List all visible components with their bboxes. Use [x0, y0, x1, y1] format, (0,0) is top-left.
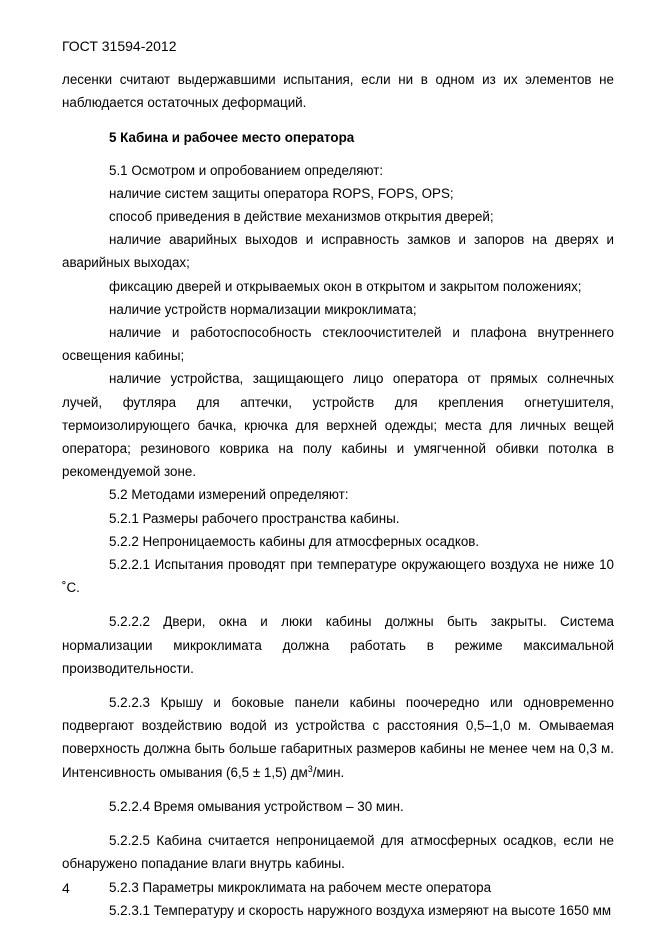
paragraph: 5.2.2.5 Кабина считается непроницаемой для атмосферных осадков, если не обнаружено попадание влаги внутрь кабины.: [62, 833, 614, 872]
paragraph: лесенки считают выдержавшими испытания, если ни в одном из их элементов не наблюдается остаточных деформаций.: [62, 72, 614, 111]
paragraph-text: /мин.: [312, 764, 345, 780]
paragraph: 5.2.3 Параметры микроклимата на рабочем месте оператора: [109, 879, 492, 895]
document-header: ГОСТ 31594-2012: [62, 38, 177, 54]
paragraph: 5.2.1 Размеры рабочего пространства кабины.: [109, 510, 400, 526]
paragraph-spacer: [62, 680, 614, 691]
paragraph: [62, 691, 614, 784]
list-item: наличие и работоспособность стеклоочистителей и плафона внутреннего освещения кабины;: [62, 325, 614, 364]
paragraph-spacer: [62, 818, 614, 829]
list-item: наличие устройства, защищающего лицо оператора от прямых солнечных лучей, футляра для аптечки, устройств для крепления огнетушителя, термоизолирующего бачка, крючка для верхней одежды; места для личных вещей оператора; резинового коврика на полу кабины и умягченной обивки потолка в рекомендуемой зоне.: [62, 371, 614, 480]
paragraph-spacer: [62, 784, 614, 795]
paragraph: 5.2.3.1 Температуру и скорость наружного воздуха измеряют на высоте 1650 мм: [109, 902, 612, 918]
list-item: фиксацию дверей и открываемых окон в открытом и закрытом положениях;: [109, 278, 582, 294]
list-item: наличие аварийных выходов и исправность замков и запоров на дверях и аварийных выходах;: [62, 232, 614, 271]
document-body: [62, 68, 614, 922]
paragraph: 5.2.2.4 Время омывания устройством – 30 мин.: [109, 798, 404, 814]
paragraph: 5.1 Осмотром и опробованием определяют:: [109, 162, 384, 178]
paragraph-text: 5.2.2.3 Крышу и боковые панели кабины поочередно или одновременно подвергают воздействию водой из устройства с расстояния 0,5–1,0 м. Омываемая поверхность должна быть больше габаритных размеров кабины не менее чем на 0,3 м. Интенсивность омывания (6,5 ± 1,5) дм: [62, 695, 614, 780]
paragraph: 5.2 Методами измерений определяют:: [109, 487, 349, 503]
superscript: 3: [307, 763, 313, 774]
paragraph: 5.2.2 Непроницаемость кабины для атмосферных осадков.: [109, 533, 480, 549]
paragraph: 5.2.2.2 Двери, окна и люки кабины должны быть закрыты. Система нормализации микроклимата должна работать в режиме максимальной производительности.: [62, 614, 614, 676]
list-item: наличие устройств нормализации микроклимата;: [109, 301, 417, 317]
section-heading: 5 Кабина и рабочее место оператора: [109, 130, 355, 146]
list-item: способ приведения в действие механизмов открытия дверей;: [109, 209, 494, 225]
list-item: наличие систем защиты оператора ROPS, FOPS, OPS;: [109, 185, 454, 201]
paragraph: 5.2.2.1 Испытания проводят при температуре окружающего воздуха не ниже 10 ˚С.: [62, 557, 614, 596]
page-number: 4: [62, 880, 70, 896]
paragraph-spacer: [62, 599, 614, 610]
